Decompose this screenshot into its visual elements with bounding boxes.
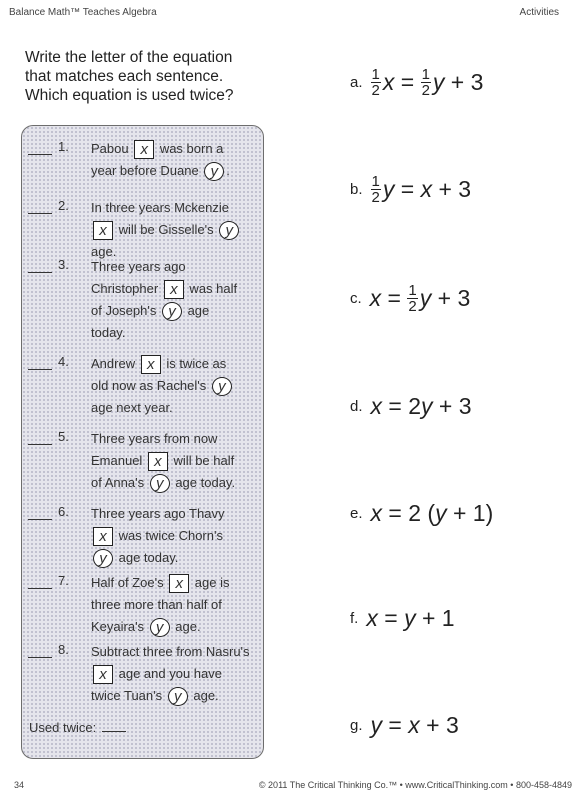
x-box: x [93, 527, 113, 546]
equation-expression [366, 605, 454, 632]
y-circle: y [219, 221, 239, 240]
expression-text: + 1 [415, 605, 455, 631]
numerator: 1 [371, 173, 380, 190]
variable: x [370, 500, 383, 526]
y-circle: y [93, 549, 113, 568]
sentence-line [91, 472, 263, 494]
text-run: was half [185, 281, 238, 296]
y-circle: y [150, 474, 170, 493]
text-run: will be half [169, 453, 235, 468]
item-number: 7. [58, 573, 69, 588]
equation-expression [371, 67, 484, 98]
variable: x [408, 712, 420, 738]
sentence-text [91, 572, 263, 638]
instruction-line: Which equation is used twice? [25, 87, 234, 104]
expression-text: = [394, 176, 421, 202]
text-run: Three years ago [91, 259, 186, 274]
expression-text: = 2 [382, 393, 422, 419]
variable: x [366, 605, 378, 631]
sentence-line [91, 641, 263, 663]
sentence-line [91, 197, 263, 219]
header-title: Balance Math™ Teaches Algebra [9, 7, 157, 18]
sentence-text [91, 428, 263, 494]
used-twice-blank[interactable] [102, 719, 126, 732]
text-run: Half of Zoe's [91, 575, 168, 590]
text-run: was born a [156, 141, 224, 156]
expression-text: + 3 [419, 712, 459, 738]
sentence-line [91, 525, 263, 547]
sentence-line [91, 428, 263, 450]
variable: y [421, 393, 433, 419]
instruction-line: that matches each sentence. [25, 68, 224, 85]
sentence-line [91, 160, 263, 182]
equation [350, 67, 483, 98]
numerator: 1 [371, 66, 380, 83]
expression-text: + 3 [444, 69, 484, 95]
fraction [421, 67, 431, 98]
text-run: age next year. [91, 400, 173, 415]
equation [350, 500, 493, 527]
sentence-text [91, 256, 263, 344]
equation-expression [371, 500, 494, 527]
variable: y [382, 176, 395, 202]
variable: y [432, 69, 445, 95]
sentence-line [91, 547, 263, 569]
expression-text: + 3 [432, 393, 472, 419]
variable: x [370, 393, 383, 419]
sentence-text [91, 353, 263, 419]
item-number: 8. [58, 642, 69, 657]
used-twice [29, 719, 126, 735]
equation-letter: d. [350, 398, 363, 415]
denominator: 2 [371, 189, 380, 206]
numerator: 1 [408, 282, 417, 299]
instruction-line: Write the letter of the equation [25, 49, 233, 66]
answer-blank[interactable] [28, 138, 52, 155]
denominator: 2 [408, 298, 417, 315]
x-box: x [169, 574, 189, 593]
sentence-text [91, 641, 263, 707]
sentence-line [91, 503, 263, 525]
item-number: 6. [58, 504, 69, 519]
instructions [25, 48, 275, 105]
x-box: x [134, 140, 154, 159]
text-run: today. [91, 325, 126, 340]
y-circle: y [212, 377, 232, 396]
text-run: was twice Chorn's [115, 528, 223, 543]
y-circle: y [150, 618, 170, 637]
text-run: age. [189, 688, 219, 703]
denominator: 2 [421, 82, 430, 99]
page-number: 34 [14, 780, 25, 790]
expression-text: + 3 [432, 176, 472, 202]
text-run: Emanuel [91, 453, 146, 468]
expression-text: = [377, 605, 405, 631]
fraction [371, 174, 381, 205]
equation [350, 393, 472, 420]
variable: y [404, 605, 416, 631]
expression-text: = [381, 285, 408, 311]
equation-letter: c. [350, 290, 362, 307]
text-run: Andrew [91, 356, 139, 371]
item-number: 2. [58, 198, 69, 213]
text-run: is twice as [162, 356, 227, 371]
equation-letter: f. [350, 610, 359, 627]
variable: x [382, 69, 395, 95]
equation-expression [371, 174, 472, 205]
text-run: year before Duane [91, 163, 203, 178]
denominator: 2 [371, 82, 380, 99]
x-box: x [141, 355, 161, 374]
text-run: old now as Rachel's [91, 378, 210, 393]
sentence-line [91, 397, 263, 419]
expression-text: + 1) [446, 500, 494, 526]
answer-blank[interactable] [28, 572, 52, 589]
answer-blank[interactable] [28, 353, 52, 370]
y-circle: y [162, 302, 182, 321]
answer-blank[interactable] [28, 503, 52, 520]
x-box: x [93, 665, 113, 684]
text-run: three more than half of [91, 597, 222, 612]
equation [350, 712, 459, 739]
sentence-text [91, 503, 263, 569]
sentence-line [91, 616, 263, 638]
text-run: Three years ago Thavy [91, 506, 225, 521]
y-circle: y [168, 687, 188, 706]
equation-expression [370, 283, 471, 314]
copyright: © 2011 The Critical Thinking Co.™ • www.CriticalThinking.com • 800-458-4849 [258, 780, 572, 790]
sentence-line [91, 572, 263, 594]
answer-blank[interactable] [28, 428, 52, 445]
sentence-text [91, 197, 263, 263]
item-number: 1. [58, 139, 69, 154]
equation [350, 283, 470, 314]
fraction [371, 67, 381, 98]
expression-text: = [382, 712, 409, 738]
item-number: 4. [58, 354, 69, 369]
expression-text: = 2 ( [382, 500, 436, 526]
sentence-line [91, 353, 263, 375]
text-run: of Joseph's [91, 303, 160, 318]
equation [350, 174, 471, 205]
text-run: In three years Mckenzie [91, 200, 230, 215]
variable: x [420, 176, 433, 202]
text-run: . [226, 163, 230, 178]
answer-blank[interactable] [28, 256, 52, 273]
equation-letter: e. [350, 505, 363, 522]
text-run: age today. [171, 475, 236, 490]
text-run: age. [91, 244, 117, 259]
text-run: Pabou [91, 141, 133, 156]
sentence-line [91, 663, 263, 685]
x-box: x [164, 280, 184, 299]
text-run: Subtract three from Nasru's [91, 644, 250, 659]
sentence-line [91, 219, 263, 241]
item-number: 3. [58, 257, 69, 272]
text-run: Keyaira's [91, 619, 148, 634]
expression-text: + 3 [431, 285, 471, 311]
sentences-panel [21, 125, 264, 759]
sentence-text [91, 138, 263, 182]
equation-letter: b. [350, 181, 363, 198]
y-circle: y [204, 162, 224, 181]
fraction [407, 283, 417, 314]
text-run: age [183, 303, 210, 318]
equation [350, 605, 455, 632]
numerator: 1 [421, 66, 430, 83]
equation-expression [371, 712, 459, 739]
text-run: Christopher [91, 281, 162, 296]
text-run: twice Tuan's [91, 688, 166, 703]
text-run: age. [171, 619, 201, 634]
variable: y [419, 285, 432, 311]
x-box: x [93, 221, 113, 240]
equation-expression [371, 393, 472, 420]
sentence-line [91, 375, 263, 397]
equation-letter: g. [350, 717, 363, 734]
answer-blank[interactable] [28, 641, 52, 658]
sentence-line [91, 685, 263, 707]
variable: y [370, 712, 383, 738]
text-run: will be Gisselle's [115, 222, 218, 237]
sentence-line [91, 278, 263, 300]
expression-text: = [394, 69, 421, 95]
sentence-line [91, 256, 263, 278]
answer-blank[interactable] [28, 197, 52, 214]
used-twice-label: Used twice: [29, 720, 97, 735]
text-run: Three years from now [91, 431, 218, 446]
text-run: age is [191, 575, 230, 590]
sentence-line [91, 300, 263, 322]
sentence-line [91, 450, 263, 472]
equation-letter: a. [350, 74, 363, 91]
variable: y [435, 500, 447, 526]
text-run: age and you have [115, 666, 222, 681]
variable: x [369, 285, 382, 311]
text-run: of Anna's [91, 475, 148, 490]
header-section: Activities [519, 7, 559, 18]
sentence-line [91, 322, 263, 344]
item-number: 5. [58, 429, 69, 444]
text-run: age today. [115, 550, 179, 565]
sentence-line [91, 594, 263, 616]
sentence-line [91, 138, 263, 160]
x-box: x [148, 452, 168, 471]
